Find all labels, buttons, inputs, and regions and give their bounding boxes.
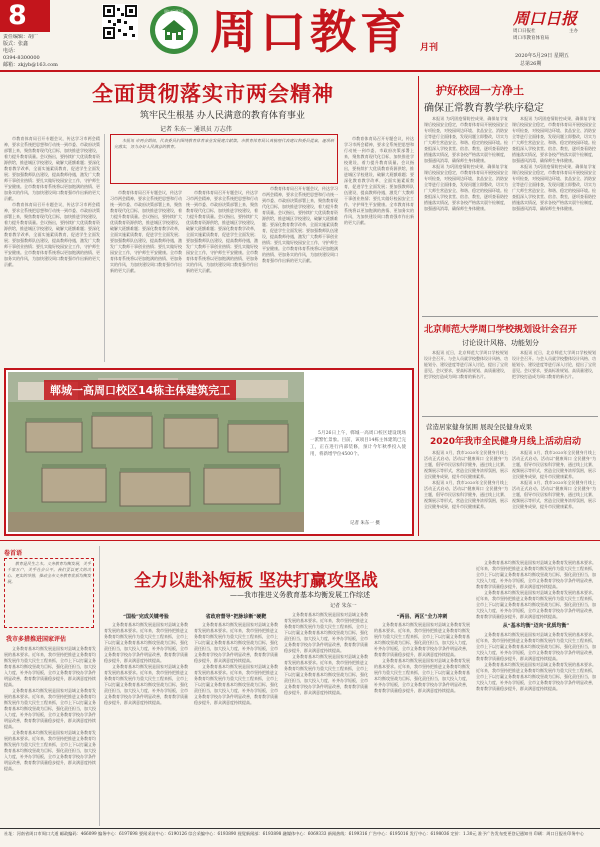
- bottom-body-2b: 义务教育基本均衡发展是国家对县域义务教育发展的基本要求。近年来，我市坚持把推进义务教育均衡发展作为重大民生工程来抓，全市上下以打赢义务教育基本均衡攻坚战为目标，强化责任担当，加大投入力度，补齐办学短板，全市义务教育学校办学条件明显改善，教育教学质量稳步提升，群众满意度持续提高。: [194, 664, 278, 705]
- right-top-body-2: 本报讯 为巩固疫情防控成果，确保复学复课后校园安全稳定，市教育体育局开展校园安全专项检查，对校园周边环境、食品安全、消防安全等进行全面排查，发现问题立即整改，切实为广大师生营造安全、和谐、稳定的校园环境。检查组深入学校食堂、宿舍、教室，逐项查看防控措施落实情况，要求各校严格落实晨午检制度，加强通风消毒，确保师生身体健康。: [512, 116, 596, 163]
- editor-info: 责任编辑：胡广: [3, 34, 39, 40]
- bottom-subhead: ——我市推进义务教育基本均衡发展工作综述: [230, 591, 370, 599]
- bottom-col-2: [194, 612, 278, 826]
- footer-rule: [0, 828, 600, 829]
- lead-intro-box: [110, 134, 338, 184]
- bottom-body-5: 义务教育基本均衡发展是国家对县域义务教育发展的基本要求。近年来，我市坚持把推进义务教育均衡发展作为重大民生工程来抓，全市上下以打赢义务教育基本均衡攻坚战为目标，强化责任担当，加大投入力度，补齐办学短板，全市义务教育学校办学条件明显改善，教育教学质量稳步提升，群众满意度持续提高。: [476, 560, 596, 589]
- photo-credit: 记者 朱东一 摄: [350, 521, 380, 526]
- title-suffix: 月刊: [420, 43, 439, 53]
- right-top-body-b: [512, 116, 596, 312]
- masthead-rule: [0, 70, 600, 72]
- side-note-body: 教育是民生之本。义务教育均衡发展，关乎千家万户，关乎社会公平。我们要以更大的决心、更实的举措，推动全市义务教育优质均衡发展。: [7, 561, 91, 584]
- right-low-body-1: 本报讯 5月，我市2020年全民健身月线上活动正式启动。活动以“健康周口 全民健身”为主题，倡导市民居家科学健身，通过线上比赛、视频展示等形式，营造全民健身浓厚氛围，展示全民健身成果，提升市民健康素养。: [424, 450, 508, 479]
- phone-label: 电话：: [3, 48, 19, 54]
- side-body-3: 义务教育基本均衡发展是国家对县域义务教育发展的基本要求。近年来，我市坚持把推进义务教育均衡发展作为重大民生工程来抓，全市上下以打赢义务教育基本均衡攻坚战为目标，强化责任担当，加大投入力度，补齐办学短板，全市义务教育学校办学条件明显改善，教育教学质量稳步提升，群众满意度持续提高。: [4, 730, 96, 771]
- lead-subhead: 筑牢民生根基 办人民满意的教育体育事业: [140, 111, 305, 121]
- lead-body-3: 市教育体育局召开专题会议，传达学习市两会精神，要求全系统把思想和行动统一到市委、市政府决策部署上来，聚焦教育现代化目标，加快推进学校建设，着力提升教育质量。会议指出，要持续扩大优质教育资源供给，推进城区学校建设，破解大班额难题；要深化教育教学改革，全面实施素质教育，促进学生全面发展；要加强教师队伍建设，提高教师待遇，激发广大教师干事创业热情；要扎实做好校园安全工作，守护师生平安健康。全市教育体育系统将以更加饱满的热情、更加务实的作风，为加快建设周口教育强市作出新的更大贡献。: [186, 190, 258, 273]
- photo-caption-box: [310, 430, 406, 516]
- right-mid-body-b: [512, 350, 596, 414]
- bottom-body-3: 义务教育基本均衡发展是国家对县域义务教育发展的基本要求。近年来，我市坚持把推进义务教育均衡发展作为重大民生工程来抓，全市上下以打赢义务教育基本均衡攻坚战为目标，强化责任担当，加大投入力度，补齐办学短板，全市义务教育学校办学条件明显改善，教育教学质量稳步提升，群众满意度持续提高。: [284, 612, 368, 653]
- photo-caption: 5月26日上午，郸城一高周口校区建设现场一派繁忙景象。目前，该项目14栋主体建筑已完工，正在进行内部装修，预计今年秋季投入使用，将新增学位4500个。: [310, 431, 406, 457]
- right-top-body-2b: 本报讯 为巩固疫情防控成果，确保复学复课后校园安全稳定，市教育体育局开展校园安全专项检查，对校园周边环境、食品安全、消防安全等进行全面排查，发现问题立即整改，切实为广大师生营造安全、和谐、稳定的校园环境。检查组深入学校食堂、宿舍、教室，逐项查看防控措施落实情况，要求各校严格落实晨午检制度，加强通风消毒，确保师生身体健康。: [512, 164, 596, 211]
- bottom-body-1b: 义务教育基本均衡发展是国家对县域义务教育发展的基本要求。近年来，我市坚持把推进义务教育均衡发展作为重大民生工程来抓，全市上下以打赢义务教育基本均衡攻坚战为目标，强化责任担当，加大投入力度，补齐办学短板，全市义务教育学校办学条件明显改善，教育教学质量稳步提升，群众满意度持续提高。: [104, 664, 188, 705]
- paper-name: 周口日报: [513, 9, 578, 28]
- bottom-col-1: [104, 612, 188, 826]
- section-rule: [422, 416, 598, 417]
- layout-info: 版式：张鑫: [3, 41, 29, 47]
- bottom-body-5b: 义务教育基本均衡发展是国家对县域义务教育发展的基本要求。近年来，我市坚持把推进义务教育均衡发展作为重大民生工程来抓，全市上下以打赢义务教育基本均衡攻坚战为目标，强化责任担当，加大投入力度，补齐办学短板，全市义务教育学校办学条件明显改善，教育教学质量稳步提升，群众满意度持续提高。: [476, 590, 596, 619]
- bottom-sub-4: 从“基本均衡”迈向“优质均衡”: [502, 623, 570, 629]
- right-low-body-2b: 本报讯 5月，我市2020年全民健身月线上活动正式启动。活动以“健康周口 全民健身”为主题，倡导市民居家科学健身，通过线上比赛、视频展示等形式，营造全民健身浓厚氛围，展示全民健身成果，提升市民健康素养。: [512, 480, 596, 509]
- bottom-byline: 记者 朱东一: [330, 603, 357, 609]
- bottom-body-5d: 义务教育基本均衡发展是国家对县域义务教育发展的基本要求。近年来，我市坚持把推进义务教育均衡发展作为重大民生工程来抓，全市上下以打赢义务教育基本均衡攻坚战为目标，强化责任担当，加大投入力度，补齐办学短板，全市义务教育学校办学条件明显改善，教育教学质量稳步提升，群众满意度持续提高。: [476, 662, 596, 691]
- lead-headline: 全面贯彻落实市两会精神: [92, 82, 334, 106]
- lead-col-3: [186, 190, 258, 362]
- right-mid-body-1: 本报讯 近日，北京师范大学周口学校规划设计会召开。与会人员就学校整体设计风格、功能划分、建设进度等进行深入讨论，提出了宝贵意见。会议要求，要高标准规划、高质量建设，把学校打造成为周口教育的新名片。: [424, 350, 508, 379]
- page-number-box: [0, 0, 50, 32]
- bottom-body-5c: 义务教育基本均衡发展是国家对县域义务教育发展的基本要求。近年来，我市坚持把推进义务教育均衡发展作为重大民生工程来抓，全市上下以打赢义务教育基本均衡攻坚战为目标，强化责任担当，加大投入力度，补齐办学短板，全市义务教育学校办学条件明显改善，教育教学质量稳步提升，群众满意度持续提高。: [476, 632, 596, 661]
- side-note-text: [4, 646, 96, 826]
- right-low-body-1b: 本报讯 5月，我市2020年全民健身月线上活动正式启动。活动以“健康周口 全民健身”为主题，倡导市民居家科学健身，通过线上比赛、视频展示等形式，营造全民健身浓厚氛围，展示全民健身成果，提升市民健康素养。: [424, 480, 508, 509]
- sponsor-2: 周口市教育体育局: [513, 36, 549, 41]
- col-divider: [418, 76, 419, 536]
- photo-title: 郸城一高周口校区14栋主体建筑完工: [44, 380, 236, 400]
- right-low-body-a: [424, 450, 508, 538]
- bottom-body-2: 义务教育基本均衡发展是国家对县域义务教育发展的基本要求。近年来，我市坚持把推进义务教育均衡发展作为重大民生工程来抓，全市上下以打赢义务教育基本均衡攻坚战为目标，强化责任担当，加大投入力度，补齐办学短板，全市义务教育学校办学条件明显改善，教育教学质量稳步提升，群众满意度持续提高。: [194, 622, 278, 663]
- bottom-col-4: [374, 612, 470, 826]
- bottom-headline: 全力以赴补短板 坚决打赢攻坚战: [134, 571, 378, 591]
- education-logo: [150, 6, 198, 54]
- section-rule: [422, 316, 598, 317]
- lead-body-5: 市教育体育局召开专题会议，传达学习市两会精神，要求全系统把思想和行动统一到市委、市政府决策部署上来，聚焦教育现代化目标，加快推进学校建设，着力提升教育质量。会议指出，要持续扩大优质教育资源供给，推进城区学校建设，破解大班额难题；要深化教育教学改革，全面实施素质教育，促进学生全面发展；要加强教师队伍建设，提高教师待遇，激发广大教师干事创业热情；要扎实做好校园安全工作，守护师生平安健康。全市教育体育系统将以更加饱满的热情、更加务实的作风，为加快建设周口教育强市作出新的更大贡献。: [344, 136, 414, 225]
- section-rule-red: [0, 540, 600, 541]
- lead-col-1: [4, 136, 100, 362]
- lead-body-4: 市教育体育局召开专题会议，传达学习市两会精神，要求全系统把思想和行动统一到市委、市政府决策部署上来，聚焦教育现代化目标，加快推进学校建设，着力提升教育质量。会议指出，要持续扩大优质教育资源供给，推进城区学校建设，破解大班额难题；要深化教育教学改革，全面实施素质教育，促进学生全面发展；要加强教师队伍建设，提高教师待遇，激发广大教师干事创业热情；要扎实做好校园安全工作，守护师生平安健康。全市教育体育系统将以更加饱满的热情、更加务实的作风，为加快建设周口教育强市作出新的更大贡献。: [262, 186, 338, 263]
- right-low-kicker: 营造居家健身氛围 展现全民健身成果: [426, 423, 533, 431]
- bottom-sub-2: 省政府督导“把脉诊断”硬靶: [205, 614, 267, 620]
- bottom-body-4: 义务教育基本均衡发展是国家对县域义务教育发展的基本要求。近年来，我市坚持把推进义务教育均衡发展作为重大民生工程来抓，全市上下以打赢义务教育基本均衡攻坚战为目标，强化责任担当，加大投入力度，补齐办学短板，全市义务教育学校办学条件明显改善，教育教学质量稳步提升，群众满意度持续提高。: [374, 622, 470, 657]
- right-low-headline: 2020年我市全民健身月线上活动启动: [430, 437, 582, 447]
- lead-body-2: 市教育体育局召开专题会议，传达学习市两会精神，要求全系统把思想和行动统一到市委、市政府决策部署上来，聚焦教育现代化目标，加快推进学校建设，着力提升教育质量。会议指出，要持续扩大优质教育资源供给，推进城区学校建设，破解大班额难题；要深化教育教学改革，全面实施素质教育，促进学生全面发展；要加强教师队伍建设，提高教师待遇，激发广大教师干事创业热情；要扎实做好校园安全工作，守护师生平安健康。全市教育体育系统将以更加饱满的热情、更加务实的作风，为加快建设周口教育强市作出新的更大贡献。: [110, 190, 182, 273]
- col-divider: [104, 134, 105, 362]
- right-low-body-b: [512, 450, 596, 538]
- footer-text: 社址：河南省周口市周口大道 邮政编码：466099 编务中心：6197698 要闻采访中心：6190126 综合采编中心：6193890 视觉新闻部：6193898 融媒体中心：6069333 新闻热线：6199316 广告中心：6195016 发行中心：6198036 定价：1.30元 准予广告发布变更登记通知书 印刷：周口日报社印务中心: [4, 831, 584, 836]
- masthead-sponsor: [513, 28, 583, 42]
- logo-label: 周口日报社: [164, 9, 184, 14]
- right-top-headline: 护好校园一方净土: [436, 84, 524, 97]
- sponsor-label: 主办: [569, 29, 578, 34]
- right-top-body-1b: 本报讯 为巩固疫情防控成果，确保复学复课后校园安全稳定，市教育体育局开展校园安全专项检查，对校园周边环境、食品安全、消防安全等进行全面排查，发现问题立即整改，切实为广大师生营造安全、和谐、稳定的校园环境。检查组深入学校食堂、宿舍、教室，逐项查看防控措施落实情况，要求各校严格落实晨午检制度，加强通风消毒，确保师生身体健康。: [424, 164, 508, 211]
- right-mid-subhead: 讨论设计风格、功能划分: [462, 339, 539, 347]
- right-mid-body-2: 本报讯 近日，北京师范大学周口学校规划设计会召开。与会人员就学校整体设计风格、功能划分、建设进度等进行深入讨论，提出了宝贵意见。会议要求，要高标准规划、高质量建设，把学校打造成为周口教育的新名片。: [512, 350, 596, 379]
- side-note-headline: 我市多措推进国家评估: [6, 636, 67, 643]
- right-mid-body-a: [424, 350, 508, 414]
- col-divider: [99, 546, 100, 826]
- bottom-sub-3: “两县、两区”全力冲刺: [396, 614, 448, 620]
- bottom-col-3: [284, 612, 368, 826]
- issue-number: 总第26期: [520, 61, 542, 67]
- bottom-body-4b: 义务教育基本均衡发展是国家对县域义务教育发展的基本要求。近年来，我市坚持把推进义务教育均衡发展作为重大民生工程来抓，全市上下以打赢义务教育基本均衡攻坚战为目标，强化责任担当，加大投入力度，补齐办学短板，全市义务教育学校办学条件明显改善，教育教学质量稳步提升，群众满意度持续提高。: [374, 658, 470, 693]
- right-top-body-1: 本报讯 为巩固疫情防控成果，确保复学复课后校园安全稳定，市教育体育局开展校园安全专项检查，对校园周边环境、食品安全、消防安全等进行全面排查，发现问题立即整改，切实为广大师生营造安全、和谐、稳定的校园环境。检查组深入学校食堂、宿舍、教室，逐项查看防控措施落实情况，要求各校严格落实晨午检制度，加强通风消毒，确保师生身体健康。: [424, 116, 508, 163]
- right-mid-headline: 北京师范大学周口学校规划设计会召开: [424, 325, 578, 335]
- side-body-1: 义务教育基本均衡发展是国家对县域义务教育发展的基本要求。近年来，我市坚持把推进义务教育均衡发展作为重大民生工程来抓，全市上下以打赢义务教育基本均衡攻坚战为目标，强化责任担当，加大投入力度，补齐办学短板，全市义务教育学校办学条件明显改善，教育教学质量稳步提升，群众满意度持续提高。: [4, 646, 96, 687]
- newspaper-title: 周口教育: [210, 5, 410, 59]
- lead-body-1: 市教育体育局召开专题会议，传达学习市两会精神，要求全系统把思想和行动统一到市委、市政府决策部署上来，聚焦教育现代化目标，加快推进学校建设，着力提升教育质量。会议指出，要持续扩大优质教育资源供给，推进城区学校建设，破解大班额难题；要深化教育教学改革，全面实施素质教育，促进学生全面发展；要加强教师队伍建设，提高教师待遇，激发广大教师干事创业热情；要扎实做好校园安全工作，守护师生平安健康。全市教育体育系统将以更加饱满的热情、更加务实的作风，为加快建设周口教育强市作出新的更大贡献。: [4, 136, 100, 201]
- side-note-title: 卷首语: [4, 550, 23, 557]
- page-number: 8: [8, 0, 27, 31]
- issue-date: 2020年5月29日 星期五: [515, 53, 569, 59]
- side-note-box: [4, 558, 94, 628]
- bottom-sub-1: “国检”完成关键考验: [123, 614, 169, 620]
- photo-frame: [4, 368, 414, 536]
- side-body-2: 义务教育基本均衡发展是国家对县域义务教育发展的基本要求。近年来，我市坚持把推进义务教育均衡发展作为重大民生工程来抓，全市上下以打赢义务教育基本均衡攻坚战为目标，强化责任担当，加大投入力度，补齐办学短板，全市义务教育学校办学条件明显改善，教育教学质量稳步提升，群众满意度持续提高。: [4, 688, 96, 729]
- phone-number: 0394-8300000: [3, 55, 40, 61]
- sponsor-1: 周口日报社: [513, 29, 536, 34]
- right-top-body-a: [424, 116, 508, 312]
- qr-code: [102, 4, 138, 40]
- bottom-col-5: [476, 560, 596, 826]
- bottom-body-3b: 义务教育基本均衡发展是国家对县域义务教育发展的基本要求。近年来，我市坚持把推进义务教育均衡发展作为重大民生工程来抓，全市上下以打赢义务教育基本均衡攻坚战为目标，强化责任担当，加大投入力度，补齐办学短板，全市义务教育学校办学条件明显改善，教育教学质量稳步提升，群众满意度持续提高。: [284, 654, 368, 695]
- right-top-subhead: 确保正常教育教学秩序稳定: [424, 103, 544, 114]
- bottom-body-1: 义务教育基本均衡发展是国家对县域义务教育发展的基本要求。近年来，我市坚持把推进义务教育均衡发展作为重大民生工程来抓，全市上下以打赢义务教育基本均衡攻坚战为目标，强化责任担当，加大投入力度，补齐办学短板，全市义务教育学校办学条件明显改善，教育教学质量稳步提升，群众满意度持续提高。: [104, 622, 188, 663]
- lead-col-2: [110, 190, 182, 362]
- lead-col-5: [344, 136, 414, 362]
- lead-col-4: [262, 186, 338, 362]
- lead-body-1b: 市教育体育局召开专题会议，传达学习市两会精神，要求全系统把思想和行动统一到市委、市政府决策部署上来，聚焦教育现代化目标，加快推进学校建设，着力提升教育质量。会议指出，要持续扩大优质教育资源供给，推进城区学校建设，破解大班额难题；要深化教育教学改革，全面实施素质教育，促进学生全面发展；要加强教师队伍建设，提高教师待遇，激发广大教师干事创业热情；要扎实做好校园安全工作，守护师生平安健康。全市教育体育系统将以更加饱满的热情、更加务实的作风，为加快建设周口教育强市作出新的更大贡献。: [4, 202, 100, 267]
- lead-byline: 记者 朱东一 通讯员 万志伟: [160, 126, 232, 133]
- right-low-body-2: 本报讯 5月，我市2020年全民健身月线上活动正式启动。活动以“健康周口 全民健身”为主题，倡导市民居家科学健身，通过线上比赛、视频展示等形式，营造全民健身浓厚氛围，展示全民健身成果，提升市民健康素养。: [512, 450, 596, 479]
- lead-intro: 本报讯 市两会期间，代表委员们围绕教育体育事业发展建言献策。市教育体育局认真梳理代表建议和委员提案，逐项研究落实，努力办好人民满意的教育。: [114, 138, 334, 149]
- email: 邮箱：zkjyb@163.com: [3, 62, 58, 68]
